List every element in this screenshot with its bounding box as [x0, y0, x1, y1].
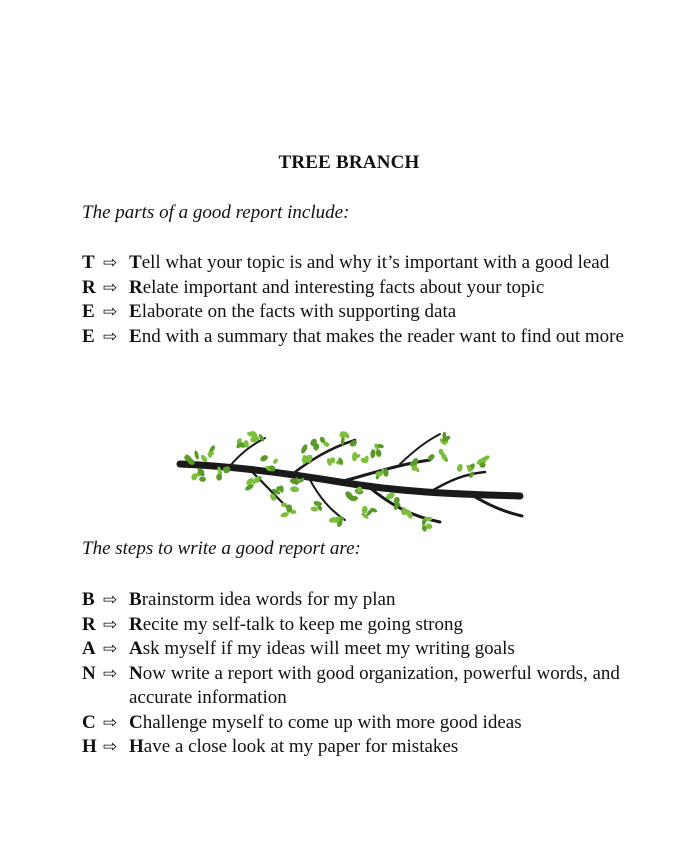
acrostic-letter: R [82, 613, 96, 635]
arrow-icon: ⇨ [103, 326, 118, 347]
acrostic-letter: A [82, 638, 96, 659]
list-item [82, 588, 642, 613]
leaf [310, 506, 318, 512]
list-item-text: Have a close look at my paper for mistakes [129, 736, 459, 757]
arrow-icon: ⇨ [103, 663, 118, 684]
list-item-text: Elaborate on the facts with supporting data [129, 301, 457, 322]
acrostic-letter: E [82, 325, 95, 347]
arrow-icon: ⇨ [103, 277, 118, 298]
leaf [259, 454, 269, 463]
report-parts-list [82, 251, 642, 349]
arrow-icon: ⇨ [103, 614, 118, 635]
report-steps-intro: The steps to write a good report are: [82, 538, 361, 559]
acrostic-letter: B [82, 589, 95, 610]
report-steps-list [82, 588, 642, 760]
list-item [82, 662, 642, 711]
list-item [82, 251, 642, 276]
list-item [82, 325, 642, 350]
acrostic-letter: H [82, 736, 97, 757]
page-title: TREE BRANCH [278, 152, 420, 173]
list-item [82, 711, 642, 736]
report-parts-intro: The parts of a good report include: [82, 202, 350, 223]
list-item [82, 735, 642, 760]
arrow-icon: ⇨ [103, 253, 118, 273]
list-item-text: Relate important and interesting facts about your topic [129, 276, 545, 298]
list-item-text: Challenge myself to come up with more good ideas [129, 711, 522, 733]
leaf [375, 449, 382, 458]
list-item-text: Brainstorm idea words for my plan [129, 589, 396, 610]
tree-branch-icon [170, 424, 530, 534]
leaf [456, 463, 463, 472]
list-item-text: Recite my self-talk to keep me going strong [129, 613, 464, 635]
arrow-icon: ⇨ [103, 712, 118, 733]
list-item-text: Tell what your topic is and why it’s important with a good lead [129, 252, 610, 273]
leaf [290, 486, 300, 493]
list-item [82, 613, 642, 638]
arrow-icon: ⇨ [103, 639, 118, 659]
leaf [194, 450, 200, 460]
list-item [82, 637, 642, 662]
arrow-icon: ⇨ [103, 590, 118, 610]
list-item-text: Now write a report with good organization, powerful words, and accurate information [129, 662, 620, 708]
list-item [82, 300, 642, 325]
arrow-icon: ⇨ [103, 302, 118, 322]
list-item-text: End with a summary that makes the reader want to find out more [129, 325, 624, 347]
leaf [425, 517, 433, 521]
leaf [300, 443, 309, 454]
leaf [272, 458, 279, 465]
leaf [370, 449, 376, 459]
list-item-text: Ask myself if my ideas will meet my writing goals [129, 638, 515, 659]
arrow-icon: ⇨ [103, 737, 118, 757]
leaf [199, 476, 206, 482]
acrostic-letter: N [82, 662, 96, 684]
acrostic-letter: E [82, 301, 95, 322]
acrostic-letter: T [82, 252, 95, 273]
acrostic-letter: R [82, 276, 96, 298]
leaf [352, 452, 358, 462]
list-item [82, 276, 642, 301]
acrostic-letter: C [82, 711, 96, 733]
